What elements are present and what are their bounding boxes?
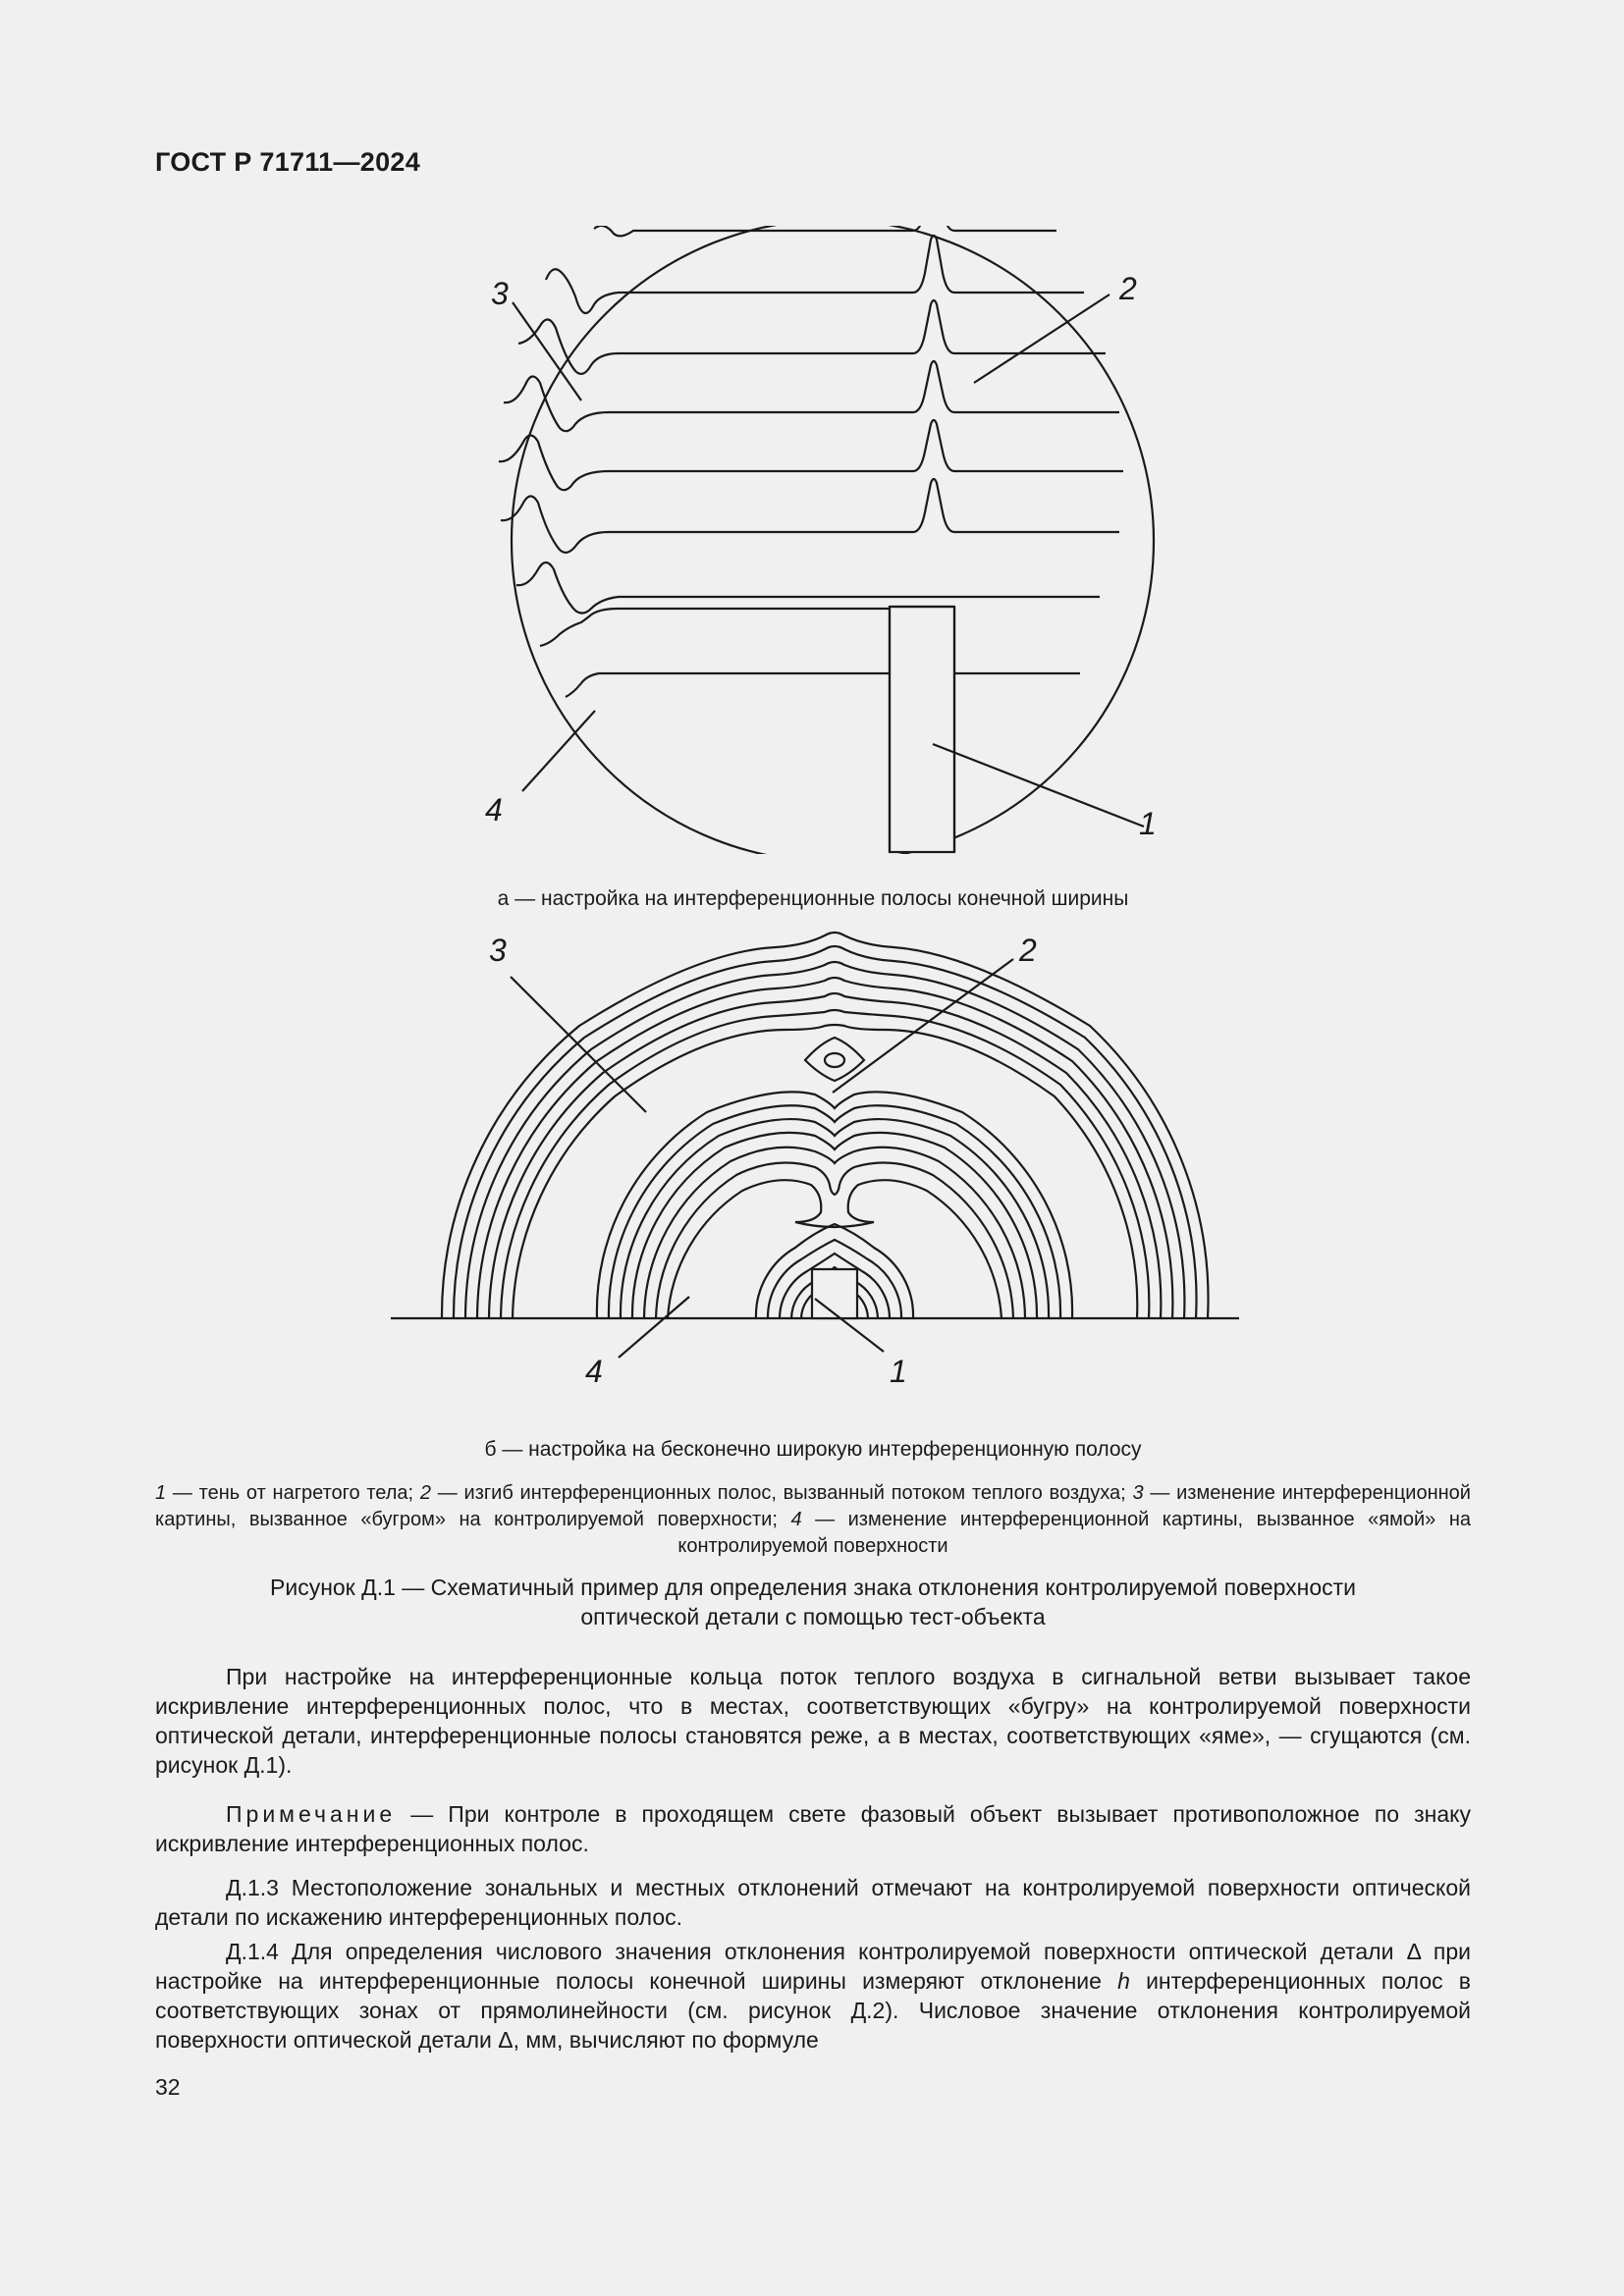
leader-line-2: [974, 294, 1110, 383]
legend-num-4: 4: [790, 1509, 802, 1530]
note-label: Примечание: [226, 1801, 397, 1827]
figure-b-caption: б — настройка на бесконечно широкую интерференционную полосу: [484, 1438, 1142, 1461]
figure-b-diagram: [383, 928, 1247, 1394]
leader-line-3: [513, 302, 581, 400]
fringe-line: [504, 361, 1119, 431]
closed-loop: [805, 1038, 864, 1081]
paragraph-d14: [155, 1937, 1471, 2055]
legend-text-3: — изменение интерференционной картины, вызванное «бугром» на контролируемой поверхности;: [155, 1482, 1471, 1530]
heated-body-shadow: [812, 1269, 857, 1318]
label-1: 1: [890, 1354, 907, 1389]
figure-a-diagram: [471, 226, 1178, 854]
figure-legend: [155, 1480, 1471, 1560]
legend-text-4: — изменение интерференционной картины, вызванное «ямой» на контролируемой поверхности: [677, 1509, 1471, 1557]
legend-text-1: — тень от нагретого тела;: [166, 1482, 420, 1504]
heated-body-shadow: [890, 607, 954, 852]
label-2: 2: [1119, 271, 1137, 306]
closed-loop-inner: [825, 1053, 844, 1067]
legend-num-3: 3: [1132, 1482, 1144, 1504]
label-3: 3: [489, 933, 507, 968]
legend-text-2: — изгиб интерференционных полос, вызванный потоком теплого воздуха;: [431, 1482, 1133, 1504]
field-of-view-circle: [512, 226, 1154, 854]
symbol-h: h: [1117, 1968, 1130, 1994]
fringe-line: [594, 226, 1056, 236]
fringe-line: [501, 479, 1119, 553]
label-1: 1: [1139, 806, 1157, 841]
figure-title: [155, 1573, 1471, 1631]
note-text: — При контроле в проходящем свете фазовый объект вызывает противоположное по знаку искривление интерференционных полос.: [155, 1801, 1471, 1856]
fringe-line: [546, 236, 1084, 313]
paragraph-d14-part2: интерференционных полос в соответствующих зонах от прямолинейности (см. рисунок Д.2). Числовое значение отклонения контролируемой поверхности оптической детали Δ, мм, вычисляют по формуле: [155, 1968, 1471, 2053]
document-header: ГОСТ Р 71711—2024: [155, 147, 421, 177]
fringe-line: [499, 420, 1123, 490]
leader-line-4: [522, 711, 595, 791]
label-4: 4: [585, 1354, 603, 1389]
label-2: 2: [1019, 933, 1037, 968]
paragraph-d13: Д.1.3 Местоположение зональных и местных отклонений отмечают на контролируемой поверхности оптической детали по искажению интерференционных полос.: [155, 1875, 1471, 1930]
fringe-line: [516, 562, 1100, 614]
figure-title-line-1: Рисунок Д.1 — Схематичный пример для определения знака отклонения контролируемой поверхности: [270, 1575, 1356, 1600]
legend-num-2: 2: [419, 1482, 431, 1504]
fringe-line: [518, 300, 1106, 374]
paragraph-d14-part1: Д.1.4 Для определения числового значения отклонения контролируемой поверхности оптической детали Δ при настройке на интерференционные полосы конечной ширины измеряют отклонение: [155, 1939, 1471, 1994]
figure-a-caption: а — настройка на интерференционные полосы конечной ширины: [497, 887, 1129, 910]
legend-num-1: 1: [155, 1482, 167, 1504]
leader-line-4: [619, 1297, 689, 1358]
note-paragraph: [155, 1799, 1471, 1858]
figure-title-line-2: оптической детали с помощью тест-объекта: [580, 1604, 1046, 1629]
fringe-line: [566, 673, 1080, 697]
fringe-line: [540, 609, 893, 646]
label-4: 4: [485, 792, 503, 828]
paragraph-rings: При настройке на интерференционные кольца поток теплого воздуха в сигнальной ветви вызывает такое искривление интерференционных полос, что в местах, соответствующих «бугру» на контролируемой поверхности оптической детали, интерференционные полосы становятся реже, а в местах, соответствующих «яме», — сгущаются (см. рисунок Д.1).: [155, 1664, 1471, 1778]
page-number: 32: [155, 2074, 181, 2100]
label-3: 3: [491, 276, 509, 311]
leader-line-1: [933, 744, 1144, 827]
